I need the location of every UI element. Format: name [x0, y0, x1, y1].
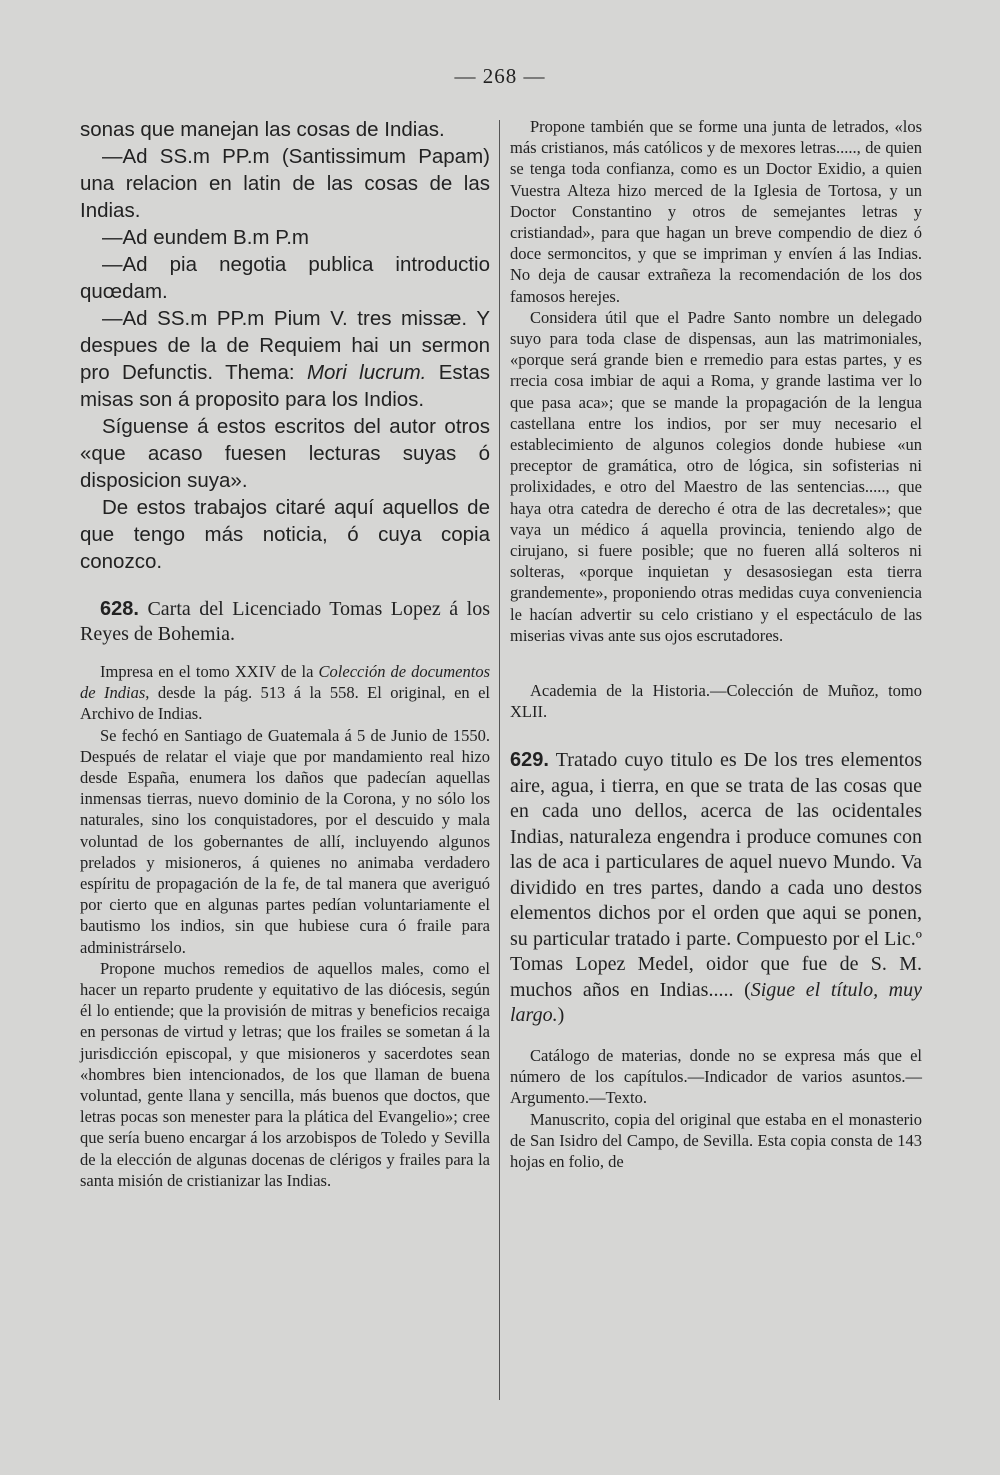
paragraph: —Ad SS.m PP.m Pium V. tres missæ. Y despues de la de Requiem hai un sermon pro Defunctis. Thema: Mori lucrum. Estas misas son á proposito para los Indios. [80, 307, 490, 411]
italic-text: Colección de documentos de Indias [80, 662, 490, 703]
paragraph: Catálogo de materias, donde no se expresa más que el número de los capítulos.—Indicador de varios asuntos.—Argumento.—Texto. [510, 1045, 922, 1108]
paragraph: Propone también que se forme una junta de letrados, «los más cristianos, más católicos y de mexores letras....., de quien se tenga toda confianza, como es un Doctor Exidio, a quien Vuestra Alteza hizo merced de la Iglesia de Tortosa, y un Doctor Constantino y otros de semejantes letras y cristiandad», para que hagan un breve compendio de diez ó doce sermoncitos, y que se impriman y envíen á las Indias. No deja de causar extrañeza la recomendación de los dos famosos herejes. [510, 117, 922, 306]
source-note: Academia de la Historia.—Colección de Muñoz, tomo XLII. [510, 681, 922, 722]
paragraph: Manuscrito, copia del original que estaba en el monasterio de San Isidro del Campo, de Sevilla. Esta copia consta de 143 hojas en folio, de [510, 1109, 922, 1171]
paragraph: Impresa en el tomo XXIV de la Colección de documentos de Indias, desde la pág. 513 á la 558. El original, en el Archivo de Indias. [80, 662, 491, 724]
italic-text: Mori lucrum. [306, 361, 427, 384]
paragraph: Propone muchos remedios de aquellos males, como el hacer un reparto prudente y equitativo de las diócesis, según él lo entiende; que la provisión de mitras y beneficios recaiga en personas de virtud y letras; que los frailes se sometan á la jurisdicción episcopal, y que misioneros y sacerdotes sean «hombres bien intencionados, de los que llaman de buena voluntad, gente llana y sencilla, más buenos que doctos, que letras pocas son menester para la plática del Evangelio»; cree que sería bueno encargar á los arzobispos de Toledo y Sevilla de la elección de algunas docenas de clérigos y frailes para la santa misión de cristianizar las Indias. [80, 958, 490, 1190]
paragraph: Síguense á estos escritos del autor otros «que acaso fuesen lecturas suyas ó disposicion suya». [80, 415, 490, 492]
paragraph: —Ad SS.m PP.m (Santissimum Papam) una relacion en latin de las cosas de las Indias. [80, 145, 490, 222]
entry-629-heading: 629. Tratado cuyo titulo es De los tres elementos aire, agua, i tierra, en que se trata de las cosas que en cada uno dellos, acerca de las ocidentales Indias, naturaleza engendra i produce comunes con las de aca i particulares de aquel nuevo Mundo. Va dividido en tres partes, dando a cada uno destos elementos dichos por el orden que aqui se ponen, su particular tratado i parte. Compuesto por el Lic.º Tomas Lopez Medel, oidor que fue de S. M. muchos años en Indias..... (Sigue el título, muy largo.) [510, 749, 922, 1027]
page-number: — 268 — [454, 64, 546, 88]
paragraph: sonas que manejan las cosas de Indias. [80, 118, 445, 141]
italic-text: Sigue el título, muy largo. [510, 978, 922, 1027]
paragraph: Considera útil que el Padre Santo nombre un delegado suyo para toda clase de dispensas, aun las matrimoniales, «porque será grande bien e rremedio para estas partes, y es rrecia cosa imbiar de aqui a Roma, y grande lastima ver lo que pasa aca»; que se mande la propagación de la lengua castellana entre los indios, por ser muy necesario el establecimiento de algunos colegios donde hubiese «un preceptor de gramática, otro de lógica, sin sofisterias ni prolixidades, e otro del Maestro de las sentencias....., que haya otra catedra de derecho é otra de las decretales»; que vaya un médico á aquella provincia, teniendo algo de cirujano, si fuere posible; que no fueren allá solteros ni solteras, «porque inquietan y desasosiegan esta tierra grandemente», proponiendo otras medidas cuya conveniencia le hacían advertir su celo cristiano y el espectáculo de las miserias vivas ante sus ojos escrutadores. [510, 307, 922, 645]
right-column [510, 116, 922, 1172]
paragraph: De estos trabajos citaré aquí aquellos de que tengo más noticia, ó cuya copia conozco. [80, 496, 490, 573]
column-divider [499, 120, 500, 1400]
entry-number: 628. [100, 598, 139, 620]
paragraph: —Ad eundem B.m P.m [102, 226, 309, 249]
left-column [80, 116, 490, 1191]
entry-number: 629. [510, 749, 549, 772]
entry-628-heading: 628. Carta del Licenciado Tomas Lopez á los Reyes de Bohemia. [80, 598, 490, 645]
paragraph: —Ad pia negotia publica introductio quœdam. [80, 253, 490, 303]
paragraph: Se fechó en Santiago de Guatemala á 5 de Junio de 1550. Después de relatar el viaje que por mandamiento real hizo desde España, enumera los daños que padecían aquellas inmensas tierras, nuevo dominio de la Corona, y no sólo los naturales, sino los conquistadores, por el descuido y mala voluntad de los gobernantes de allí, incluyendo algunos prelados y misioneros, á quienes no animaba verdadero espíritu de propagación de la fe, de tal manera que averiguó por cierto que en algunas partes pedían voluntariamente el bautismo los indios, sin que hubiese cura ó fraile para administrárselo. [80, 725, 490, 957]
